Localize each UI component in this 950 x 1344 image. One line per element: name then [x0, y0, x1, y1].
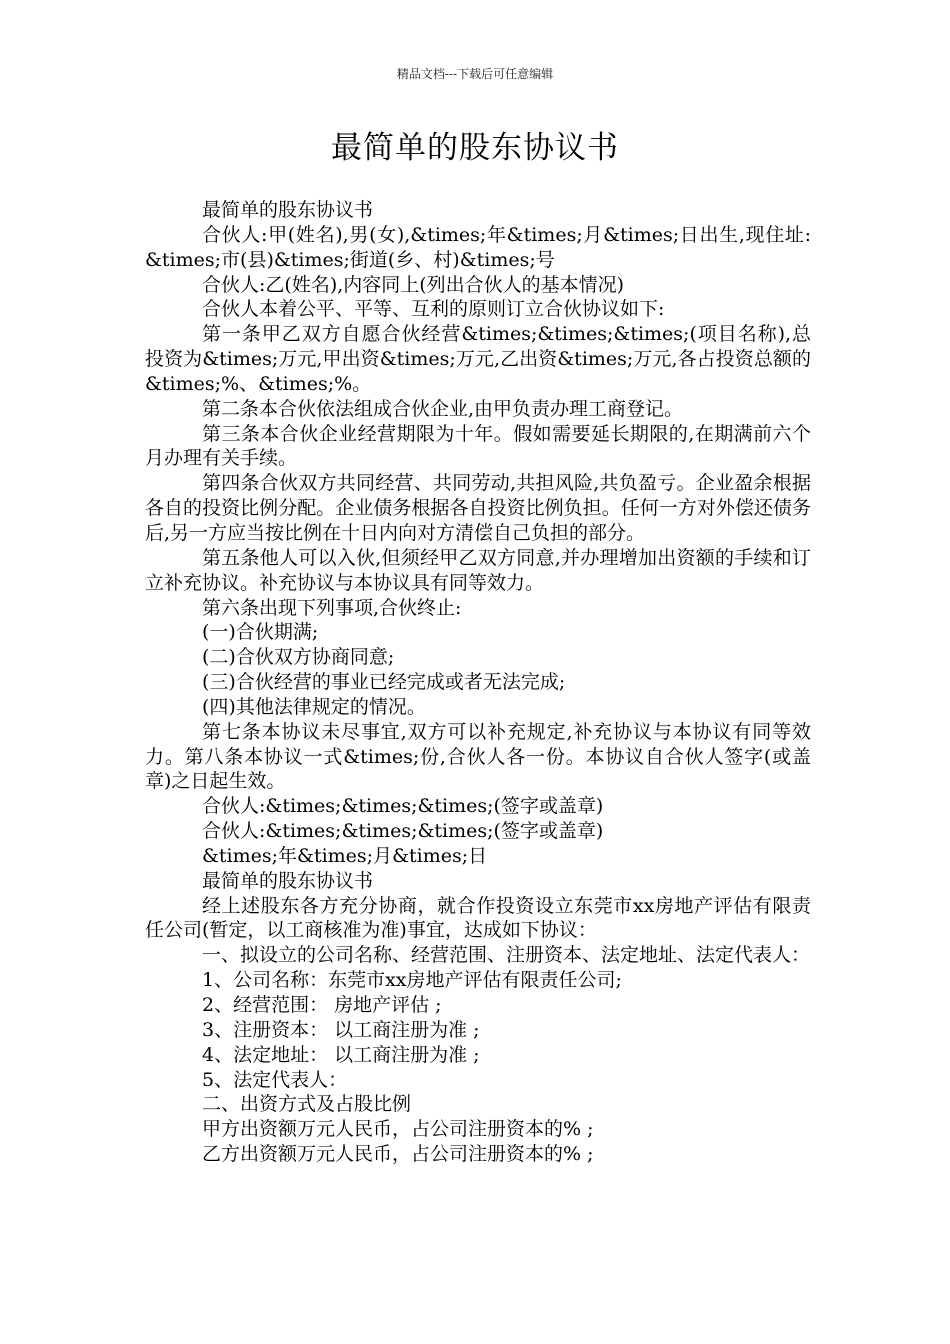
paragraph: (三)合伙经营的事业已经完成或者无法完成;: [202, 671, 566, 694]
paragraph: 4、法定地址： 以工商注册为准 ;: [202, 1043, 480, 1066]
paragraph: (一)合伙期满;: [202, 621, 319, 644]
paragraph: 乙方出资额万元人民币，占公司注册资本的% ;: [202, 1143, 594, 1166]
paragraph: (二)合伙双方协商同意;: [202, 646, 395, 669]
paragraph: 第二条本合伙依法组成合伙企业,由甲负责办理工商登记。: [202, 397, 684, 420]
paragraph: 3、注册资本： 以工商注册为准 ;: [202, 1018, 480, 1041]
paragraph: 第五条他人可以入伙,但须经甲乙双方同意,并办理增加出资额的手续和订立补充协议。补充协议与本协议具有同等效力。: [145, 546, 811, 594]
paragraph: 一、拟设立的公司名称、经营范围、注册资本、法定地址、法定代表人：: [202, 944, 811, 967]
page-header: 精品文档---下载后可任意编辑: [396, 67, 554, 81]
paragraph: 5、法定代表人：: [202, 1068, 348, 1091]
paragraph: 2、经营范围： 房地产评估 ;: [202, 994, 442, 1016]
paragraph: 甲方出资额万元人民币，占公司注册资本的% ;: [202, 1118, 594, 1141]
paragraph: 二、出资方式及占股比例: [202, 1093, 412, 1116]
paragraph: 第六条出现下列事项,合伙终止:: [202, 596, 462, 619]
paragraph: 合伙人:甲(姓名),男(女),&times;年&times;月&times;日出生,现住址:&times;市(县)&times;街道(乡、村)&times;号: [145, 223, 811, 271]
document-body: [145, 198, 811, 1167]
paragraph: 合伙人:&times;&times;&times;(签字或盖章): [202, 820, 604, 843]
paragraph: 第七条本协议未尽事宜,双方可以补充规定,补充协议与本协议有同等效力。第八条本协议一式&times;份,合伙人各一份。本协议自合伙人签字(或盖章)之日起生效。: [145, 720, 811, 793]
paragraph: 第四条合伙双方共同经营、共同劳动,共担风险,共负盈亏。企业盈余根据各自的投资比例分配。企业债务根据各自投资比例负担。任何一方对外偿还债务后,另一方应当按比例在十日内向对方清偿自己负担的部分。: [145, 472, 811, 544]
paragraph: 合伙人本着公平、平等、互利的原则订立合伙协议如下:: [202, 298, 665, 321]
paragraph: 合伙人:&times;&times;&times;(签字或盖章): [202, 795, 604, 818]
document-title: 最简单的股东协议书: [331, 130, 619, 166]
paragraph: 经上述股东各方充分协商，就合作投资设立东莞市xx房地产评估有限责任公司(暂定，以工商核准为准)事宜，达成如下协议：: [145, 894, 811, 942]
paragraph: &times;年&times;月&times;日: [202, 844, 488, 867]
paragraph: 最简单的股东协议书: [202, 199, 374, 221]
paragraph: 第三条本合伙企业经营期限为十年。假如需要延长期限的,在期满前六个月办理有关手续。: [145, 422, 811, 470]
paragraph: 最简单的股东协议书: [202, 869, 374, 892]
paragraph: 第一条甲乙双方自愿合伙经营&times;&times;&times;(项目名称),总投资为&times;万元,甲出资&times;万元,乙出资&times;万元,各占投资总额的&times;%、&times;%。: [145, 323, 811, 395]
paragraph: 1、公司名称：东莞市xx房地产评估有限责任公司;: [202, 969, 622, 992]
paragraph: (四)其他法律规定的情况。: [202, 695, 426, 718]
paragraph: 合伙人:乙(姓名),内容同上(列出合伙人的基本情况): [202, 273, 625, 296]
